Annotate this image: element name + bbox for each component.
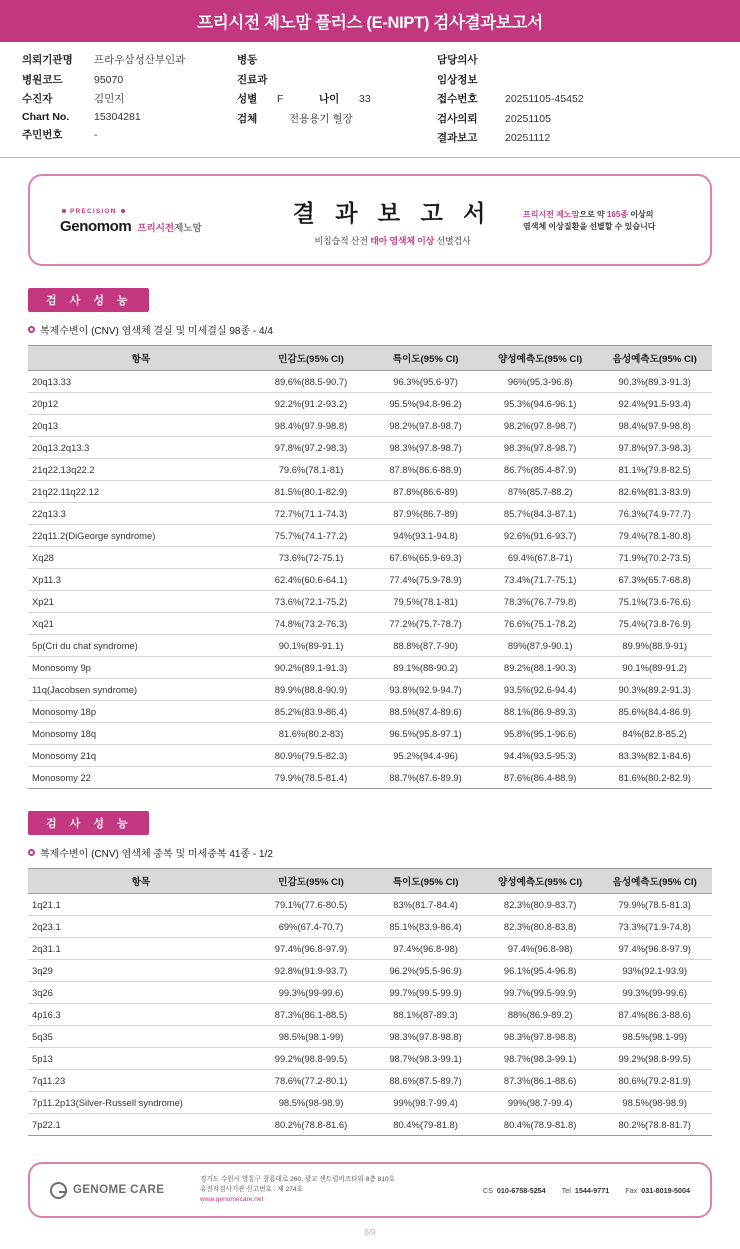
section-performance-duplications — [28, 811, 712, 1136]
value-institution: 프라우삼성산부인과 — [94, 54, 186, 66]
label-department: 진료과 — [237, 73, 268, 86]
table-row — [28, 767, 712, 789]
table-row — [28, 894, 712, 916]
table-row — [28, 701, 712, 723]
section-note-text: 복제수변이 (CNV) 염색체 중복 및 미세중복 41종 - 1/2 — [40, 849, 273, 860]
cell-item-name: 7p11.2p13(Silver-Russell syndrome) — [28, 1092, 254, 1114]
column-header-npv: 음성예측도(95% CI) — [597, 346, 712, 371]
cell-item-name: 5p(Cri du chat syndrome) — [28, 635, 254, 657]
cell-item-name: Monosomy 18q — [28, 723, 254, 745]
report-side-note-line1: 프리시전 제노맘으로 약 165종 이상의 — [523, 210, 654, 220]
cell-item-name: 20q13 — [28, 415, 254, 437]
cell-value: 89.1%(88-90.2) — [368, 657, 483, 679]
brand-korean: 프리시전제노맘 — [137, 222, 202, 234]
info-row-doctor — [437, 52, 717, 67]
page-number: 8/9 — [364, 1228, 376, 1237]
cell-value: 88.5%(87.4-89.6) — [368, 701, 483, 723]
cell-item-name: 2q23.1 — [28, 916, 254, 938]
cell-value: 89%(87.9-90.1) — [483, 635, 598, 657]
cell-value: 95.2%(94.4-96) — [368, 745, 483, 767]
info-row-report-date — [437, 130, 717, 145]
label-doctor: 담당의사 — [437, 54, 478, 66]
cell-item-name: 7p22.1 — [28, 1114, 254, 1136]
cell-value: 69%(67.4-70.7) — [254, 916, 369, 938]
cell-value: 92.2%(91.2-93.2) — [254, 393, 369, 415]
table-row — [28, 1026, 712, 1048]
value-specimen: 전용용기 혈장 — [289, 112, 353, 125]
cell-item-name: 2q31.1 — [28, 938, 254, 960]
cell-value: 88.1%(86.9-89.3) — [483, 701, 598, 723]
table-row — [28, 679, 712, 701]
column-header-ppv: 양성예측도(95% CI) — [483, 346, 598, 371]
cell-item-name: 1q21.1 — [28, 894, 254, 916]
cell-value: 96.1%(95.4-96.8) — [483, 960, 598, 982]
section-note-text: 복제수변이 (CNV) 염색체 결실 및 미세결실 98종 - 4/4 — [40, 326, 273, 337]
info-row-patient-name — [22, 91, 237, 106]
cell-value: 93.8%(92.9-94.7) — [368, 679, 483, 701]
column-header-specificity: 특이도(95% CI) — [368, 869, 483, 894]
info-row-accession-no — [437, 91, 717, 106]
label-clinical-info: 임상정보 — [437, 73, 478, 86]
cell-value: 74.8%(73.2-76.3) — [254, 613, 369, 635]
cell-value: 98.5%(98.1-99) — [254, 1026, 369, 1048]
table-row — [28, 613, 712, 635]
cell-value: 62.4%(60.6-64.1) — [254, 569, 369, 591]
cell-value: 92.6%(91.6-93.7) — [483, 525, 598, 547]
cell-value: 80.9%(79.5-82.3) — [254, 745, 369, 767]
cell-value: 79.9%(78.5-81.3) — [597, 894, 712, 916]
table-row — [28, 1092, 712, 1114]
cell-value: 90.1%(89-91.2) — [597, 657, 712, 679]
label-specimen: 검체 — [237, 112, 258, 125]
cell-value: 98.3%(97.8-98.7) — [483, 437, 598, 459]
footer-address — [200, 1175, 400, 1206]
column-header-sensitivity: 민감도(95% CI) — [254, 346, 369, 371]
report-side-note — [523, 209, 688, 232]
cell-value: 97.8%(97.3-98.3) — [597, 437, 712, 459]
label-age: 나이 — [319, 93, 340, 105]
table-row — [28, 569, 712, 591]
column-header-npv: 음성예측도(95% CI) — [597, 869, 712, 894]
cell-value: 79.1%(77.6-80.5) — [254, 894, 369, 916]
table-row — [28, 916, 712, 938]
brand-block — [52, 208, 262, 235]
cell-value: 82.6%(81.3-83.9) — [597, 481, 712, 503]
cell-value: 71.9%(70.2-73.5) — [597, 547, 712, 569]
label-ward: 병동 — [237, 54, 258, 66]
cell-item-name: 5q35 — [28, 1026, 254, 1048]
patient-info-column-3 — [437, 52, 717, 145]
table-row — [28, 745, 712, 767]
info-row-resident-no — [22, 127, 237, 142]
cell-value: 89.9%(88.8-90.9) — [254, 679, 369, 701]
footer-url[interactable]: www.genomecare.net — [200, 1196, 264, 1204]
cell-value: 82.3%(80.8-83.8) — [483, 916, 598, 938]
cell-value: 84%(82.8-85.2) — [597, 723, 712, 745]
footer-contact-tel: Tel 1544-9771 — [561, 1185, 610, 1195]
cell-value: 97.4%(96.8-98) — [368, 938, 483, 960]
section-note — [28, 845, 712, 860]
table-header-row — [28, 869, 712, 894]
cell-value: 87.3%(86.1-88.5) — [254, 1004, 369, 1026]
cell-value: 98.2%(97.8-98.7) — [368, 415, 483, 437]
cell-value: 85.6%(84.4-86.9) — [597, 701, 712, 723]
cell-value: 82.3%(80.9-83.7) — [483, 894, 598, 916]
section-tab-label: 검 사 성 능 — [28, 288, 149, 312]
cell-value: 79.9%(78.5-81.4) — [254, 767, 369, 789]
cell-item-name: Xq21 — [28, 613, 254, 635]
cell-value: 80.2%(78.8-81.6) — [254, 1114, 369, 1136]
table-row — [28, 503, 712, 525]
cell-value: 83%(81.7-84.4) — [368, 894, 483, 916]
cell-item-name: 20q13.2q13.3 — [28, 437, 254, 459]
table-row — [28, 657, 712, 679]
cell-value: 93%(92.1-93.9) — [597, 960, 712, 982]
table-row — [28, 547, 712, 569]
info-row-request-date — [437, 111, 717, 126]
cell-item-name: 22q13.3 — [28, 503, 254, 525]
cell-value: 99.3%(99-99.6) — [254, 982, 369, 1004]
brand-precision-text: PRECISION — [70, 207, 117, 215]
cell-item-name: Monosomy 21q — [28, 745, 254, 767]
cell-item-name: Xp11.3 — [28, 569, 254, 591]
info-row-sex-age — [237, 91, 437, 106]
cell-value: 73.4%(71.7-75.1) — [483, 569, 598, 591]
table-header-row — [28, 346, 712, 371]
cell-value: 88.7%(87.6-89.9) — [368, 767, 483, 789]
label-resident-no: 주민번호 — [22, 129, 63, 141]
label-request-date: 검사의뢰 — [437, 112, 478, 125]
info-row-institution — [22, 52, 237, 67]
cell-value: 98.7%(98.3-99.1) — [483, 1048, 598, 1070]
cell-item-name: 20p12 — [28, 393, 254, 415]
cell-value: 87.6%(86.4-88.9) — [483, 767, 598, 789]
table-row — [28, 525, 712, 547]
cell-value: 89.9%(88.9-91) — [597, 635, 712, 657]
cell-value: 85.7%(84.3-87.1) — [483, 503, 598, 525]
cell-value: 92.4%(91.5-93.4) — [597, 393, 712, 415]
column-header-ppv: 양성예측도(95% CI) — [483, 869, 598, 894]
cell-value: 98.5%(98.1-99) — [597, 1026, 712, 1048]
brand-name: Genomom — [60, 217, 132, 235]
cell-item-name: 4p16.3 — [28, 1004, 254, 1026]
table-row — [28, 371, 712, 393]
cell-item-name: 21q22.11q22.12 — [28, 481, 254, 503]
cell-value: 77.2%(75.7-78.7) — [368, 613, 483, 635]
cell-value: 94%(93.1-94.8) — [368, 525, 483, 547]
cell-value: 88%(86.9-89.2) — [483, 1004, 598, 1026]
cell-value: 95.3%(94.6-96.1) — [483, 393, 598, 415]
info-row-specimen — [237, 111, 437, 126]
cell-value: 99.7%(99.5-99.9) — [483, 982, 598, 1004]
cell-value: 90.3%(89.3-91.3) — [597, 371, 712, 393]
table-row — [28, 1004, 712, 1026]
genome-care-mark-icon — [50, 1182, 67, 1199]
cell-value: 81.6%(80.2-83) — [254, 723, 369, 745]
cell-value: 78.6%(77.2-80.1) — [254, 1070, 369, 1092]
cell-value: 69.4%(67.8-71) — [483, 547, 598, 569]
value-sex: F — [277, 93, 284, 105]
genome-care-logo — [50, 1182, 200, 1199]
value-accession-no: 20251105-45452 — [505, 93, 584, 105]
cell-value: 88.1%(87-89.3) — [368, 1004, 483, 1026]
table-row — [28, 982, 712, 1004]
label-sex: 성별 — [237, 93, 258, 105]
cell-value: 89.6%(88.5-90.7) — [254, 371, 369, 393]
cell-value: 87.9%(86.7-89) — [368, 503, 483, 525]
cell-value: 79.5%(78.1-81) — [368, 591, 483, 613]
cell-value: 98.3%(97.8-98.7) — [368, 437, 483, 459]
cell-value: 73.6%(72-75.1) — [254, 547, 369, 569]
table-row — [28, 960, 712, 982]
table-row — [28, 591, 712, 613]
cell-value: 89.2%(88.1-90.3) — [483, 657, 598, 679]
table-body-duplications — [28, 894, 712, 1136]
footer-contacts — [400, 1186, 690, 1195]
footer-address-line2: 유전자검사기관 신고번호 : 제 274호 — [200, 1185, 303, 1193]
info-row-department — [237, 72, 437, 87]
cell-value: 98.7%(98.3-99.1) — [368, 1048, 483, 1070]
cell-item-name: Monosomy 22 — [28, 767, 254, 789]
cell-value: 93.5%(92.6-94.4) — [483, 679, 598, 701]
table-row — [28, 393, 712, 415]
bullet-icon — [28, 326, 35, 333]
cell-value: 80.2%(78.8-81.7) — [597, 1114, 712, 1136]
value-chart-no: 15304281 — [94, 110, 141, 123]
label-report-date: 결과보고 — [437, 132, 478, 144]
cell-value: 99.7%(99.5-99.9) — [368, 982, 483, 1004]
table-row — [28, 723, 712, 745]
page-title: 프리시전 제노맘 플러스 (E-NIPT) 검사결과보고서 — [0, 0, 740, 42]
cell-value: 99%(98.7-99.4) — [483, 1092, 598, 1114]
footer-contact-fax: Fax 031-8019-5004 — [625, 1185, 690, 1195]
label-institution: 의뢰기관명 — [22, 54, 73, 66]
cell-value: 72.7%(71.1-74.3) — [254, 503, 369, 525]
cell-value: 87.8%(86.6-89) — [368, 481, 483, 503]
cell-value: 97.4%(96.8-98) — [483, 938, 598, 960]
cell-item-name: Monosomy 9p — [28, 657, 254, 679]
table-row — [28, 1048, 712, 1070]
value-request-date: 20251105 — [505, 112, 551, 125]
table-row — [28, 1114, 712, 1136]
table-row — [28, 481, 712, 503]
cell-value: 87.4%(86.3-88.6) — [597, 1004, 712, 1026]
cell-value: 99.2%(98.8-99.5) — [597, 1048, 712, 1070]
cell-value: 81.5%(80.1-82.9) — [254, 481, 369, 503]
cell-item-name: 3q26 — [28, 982, 254, 1004]
cell-value: 95.8%(95.1-96.6) — [483, 723, 598, 745]
footer-address-line1: 경기도 수원시 영통구 창룡대로 260, 광교 센트럴비즈타워 8층 810호 — [200, 1175, 396, 1183]
cell-value: 76.6%(75.1-78.2) — [483, 613, 598, 635]
label-chart-no: Chart No. — [22, 110, 70, 123]
patient-info-column-1 — [22, 52, 237, 145]
cell-value: 95.5%(94.8-96.2) — [368, 393, 483, 415]
report-title-block — [262, 195, 523, 247]
value-age: 33 — [359, 93, 371, 105]
info-row-clinical-info — [437, 72, 717, 87]
value-hospital-code: 95070 — [94, 73, 124, 86]
value-resident-no: - — [94, 129, 98, 141]
column-header-item: 항목 — [28, 346, 254, 371]
section-performance-deletions — [28, 288, 712, 789]
report-banner — [28, 174, 712, 266]
cell-value: 90.1%(89-91.1) — [254, 635, 369, 657]
cell-value: 79.6%(78.1-81) — [254, 459, 369, 481]
cell-value: 81.6%(80.2-82.9) — [597, 767, 712, 789]
cell-value: 80.4%(79-81.8) — [368, 1114, 483, 1136]
dot-icon — [121, 209, 125, 213]
cell-value: 97.8%(97.2-98.3) — [254, 437, 369, 459]
cell-item-name: 3q29 — [28, 960, 254, 982]
footer-card — [28, 1162, 712, 1218]
performance-table-deletions — [28, 345, 712, 789]
cell-item-name: 7q11.23 — [28, 1070, 254, 1092]
cell-item-name: Xq28 — [28, 547, 254, 569]
report-side-note-line2: 염색체 이상질환을 선별할 수 있습니다 — [523, 222, 656, 231]
genome-care-logo-text: GENOME CARE — [73, 1184, 165, 1196]
cell-value: 98.4%(97.9-98.8) — [597, 415, 712, 437]
label-hospital-code: 병원코드 — [22, 73, 63, 86]
performance-table-duplications — [28, 868, 712, 1136]
cell-item-name: Monosomy 18p — [28, 701, 254, 723]
cell-value: 98.3%(97.8-98.8) — [483, 1026, 598, 1048]
cell-value: 96.2%(95.5-96.9) — [368, 960, 483, 982]
report-subtitle: 비침습적 산전 태아 염색체 이상 선별검사 — [314, 236, 471, 246]
cell-value: 73.3%(71.9-74.8) — [597, 916, 712, 938]
cell-value: 99.2%(98.8-99.5) — [254, 1048, 369, 1070]
cell-value: 75.1%(73.6-76.6) — [597, 591, 712, 613]
info-row-ward — [237, 52, 437, 67]
bullet-icon — [28, 849, 35, 856]
cell-value: 67.6%(65.9-69.3) — [368, 547, 483, 569]
table-row — [28, 437, 712, 459]
cell-value: 80.6%(79.2-81.9) — [597, 1070, 712, 1092]
cell-value: 98.5%(98-98.9) — [597, 1092, 712, 1114]
cell-value: 96.3%(95.6-97) — [368, 371, 483, 393]
cell-value: 90.2%(89.1-91.3) — [254, 657, 369, 679]
cell-value: 98.3%(97.8-98.8) — [368, 1026, 483, 1048]
cell-value: 98.4%(97.9-98.8) — [254, 415, 369, 437]
cell-item-name: Xp21 — [28, 591, 254, 613]
cell-value: 73.6%(72.1-75.2) — [254, 591, 369, 613]
cell-value: 79.4%(78.1-80.8) — [597, 525, 712, 547]
cell-value: 96%(95.3-96.8) — [483, 371, 598, 393]
cell-value: 97.4%(96.8-97.9) — [254, 938, 369, 960]
info-row-chart-no — [22, 111, 237, 123]
table-row — [28, 459, 712, 481]
table-row — [28, 1070, 712, 1092]
label-patient-name: 수진자 — [22, 93, 53, 105]
info-row-hospital-code — [22, 72, 237, 87]
brand-precision-line — [62, 208, 262, 215]
column-header-sensitivity: 민감도(95% CI) — [254, 869, 369, 894]
cell-value: 86.7%(85.4-87.9) — [483, 459, 598, 481]
cell-item-name: 11q(Jacobsen syndrome) — [28, 679, 254, 701]
cell-value: 85.2%(83.9-86.4) — [254, 701, 369, 723]
cell-value: 76.3%(74.9-77.7) — [597, 503, 712, 525]
cell-value: 98.2%(97.8-98.7) — [483, 415, 598, 437]
cell-item-name: 20q13.33 — [28, 371, 254, 393]
section-note — [28, 322, 712, 337]
cell-value: 99.3%(99-99.6) — [597, 982, 712, 1004]
cell-value: 87.3%(86.1-88.6) — [483, 1070, 598, 1092]
cell-value: 88.6%(87.5-89.7) — [368, 1070, 483, 1092]
cell-value: 88.8%(87.7-90) — [368, 635, 483, 657]
column-header-specificity: 특이도(95% CI) — [368, 346, 483, 371]
cell-value: 75.7%(74.1-77.2) — [254, 525, 369, 547]
cell-value: 81.1%(79.8-82.5) — [597, 459, 712, 481]
dot-icon — [62, 209, 66, 213]
cell-value: 75.4%(73.8-76.9) — [597, 613, 712, 635]
cell-value: 83.3%(82.1-84.6) — [597, 745, 712, 767]
value-report-date: 20251112 — [505, 132, 551, 144]
cell-value: 80.4%(78.9-81.8) — [483, 1114, 598, 1136]
brand-main-line — [60, 218, 262, 235]
table-row — [28, 938, 712, 960]
table-row — [28, 415, 712, 437]
section-tab-label: 검 사 성 능 — [28, 811, 149, 835]
report-title: 결 과 보 고 서 — [292, 200, 493, 226]
cell-value: 94.4%(93.5-95.3) — [483, 745, 598, 767]
footer-contact-cs: CS 010-6758-5254 — [482, 1185, 546, 1195]
cell-item-name: 22q11.2(DiGeorge syndrome) — [28, 525, 254, 547]
cell-value: 96.5%(95.8-97.1) — [368, 723, 483, 745]
label-accession-no: 접수번호 — [437, 93, 478, 105]
cell-value: 92.8%(91.9-93.7) — [254, 960, 369, 982]
value-patient-name: 김민지 — [94, 93, 125, 105]
table-row — [28, 635, 712, 657]
table-body-deletions — [28, 371, 712, 789]
cell-value: 99%(98.7-99.4) — [368, 1092, 483, 1114]
cell-value: 77.4%(75.9-78.9) — [368, 569, 483, 591]
column-header-item: 항목 — [28, 869, 254, 894]
cell-item-name: 5p13 — [28, 1048, 254, 1070]
cell-item-name: 21q22.13q22.2 — [28, 459, 254, 481]
cell-value: 87%(85.7-88.2) — [483, 481, 598, 503]
cell-value: 90.3%(89.2-91.3) — [597, 679, 712, 701]
patient-info-column-2 — [237, 52, 437, 145]
cell-value: 67.3%(65.7-68.8) — [597, 569, 712, 591]
cell-value: 98.5%(98-98.9) — [254, 1092, 369, 1114]
cell-value: 97.4%(96.8-97.9) — [597, 938, 712, 960]
cell-value: 87.8%(86.6-88.9) — [368, 459, 483, 481]
cell-value: 85.1%(83.9-86.4) — [368, 916, 483, 938]
patient-info-block — [0, 42, 740, 158]
cell-value: 78.3%(76.7-79.8) — [483, 591, 598, 613]
